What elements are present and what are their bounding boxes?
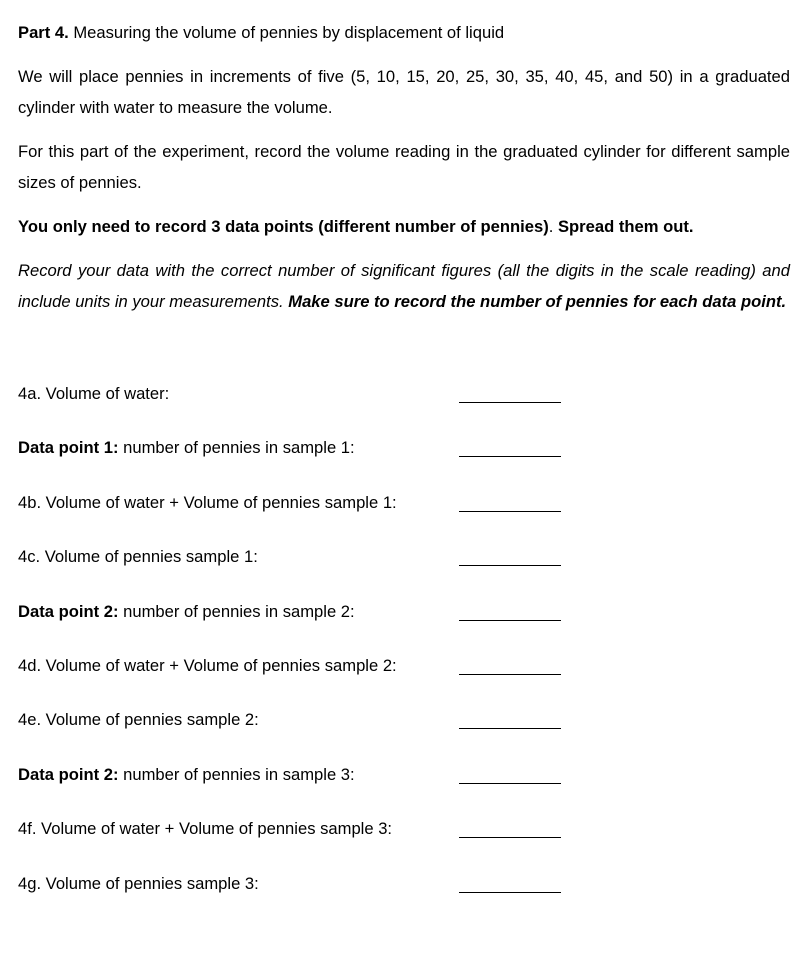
field-label: 4a. Volume of water:	[18, 384, 170, 403]
answer-blank[interactable]	[459, 821, 561, 838]
field-label	[18, 761, 355, 789]
section-heading	[18, 17, 790, 48]
answer-blank[interactable]	[459, 767, 561, 784]
answer-blank[interactable]	[459, 549, 561, 566]
field-volume-total-3	[18, 815, 563, 843]
answer-blank[interactable]	[459, 604, 561, 621]
data-point-label: number of pennies in sample 3:	[118, 765, 355, 784]
field-label: 4e. Volume of pennies sample 2:	[18, 710, 259, 729]
field-label: 4d. Volume of water + Volume of pennies sample 2:	[18, 656, 397, 675]
data-point-prefix: Data point 2:	[18, 765, 119, 784]
part-label: Part 4.	[18, 23, 69, 42]
part-title: Measuring the volume of pennies by displacement of liquid	[68, 23, 505, 42]
field-data-point-1	[18, 434, 563, 462]
field-data-point-2	[18, 598, 563, 626]
field-label: 4c. Volume of pennies sample 1:	[18, 547, 258, 566]
field-volume-total-2	[18, 652, 563, 680]
field-volume-pennies-1	[18, 543, 563, 571]
answer-blank[interactable]	[459, 658, 561, 675]
field-volume-pennies-2	[18, 706, 563, 734]
answer-blank[interactable]	[459, 495, 561, 512]
instruction-bold-2: Spread them out.	[557, 217, 694, 236]
answer-blank[interactable]	[459, 712, 561, 729]
intro-paragraph-2: For this part of the experiment, record the volume reading in the graduated cylinder for different sample sizes of pennies.	[18, 142, 790, 192]
field-label: 4g. Volume of pennies sample 3:	[18, 874, 259, 893]
instruction-bold-1: You only need to record 3 data points (different number of pennies)	[18, 217, 549, 236]
answer-blank[interactable]	[459, 440, 561, 457]
data-point-prefix: Data point 1:	[18, 438, 119, 457]
pennies-instruction: Make sure to record the number of pennies for each data point.	[288, 292, 787, 311]
field-data-point-3	[18, 761, 563, 789]
intro-paragraph-4	[18, 255, 790, 317]
intro-paragraph-1: We will place pennies in increments of five (5, 10, 15, 20, 25, 30, 35, 40, 45, and 50) in a graduated cylinder with water to measure the volume.	[18, 67, 790, 117]
field-volume-pennies-3	[18, 870, 563, 898]
field-label: 4b. Volume of water + Volume of pennies sample 1:	[18, 493, 397, 512]
field-label: 4f. Volume of water + Volume of pennies sample 3:	[18, 819, 393, 838]
field-label	[18, 598, 355, 626]
document-body	[18, 0, 790, 317]
answer-blank[interactable]	[459, 386, 561, 403]
field-volume-water	[18, 380, 563, 408]
sig-fig-instruction: Record your data with the correct number of significant figures (all the digits in the scale reading) and include units in your measurements.	[18, 261, 790, 311]
answer-blank[interactable]	[459, 876, 561, 893]
field-volume-total-1	[18, 489, 563, 517]
instruction-normal: .	[548, 217, 558, 236]
data-point-label: number of pennies in sample 1:	[118, 438, 355, 457]
field-label	[18, 434, 355, 462]
data-point-prefix: Data point 2:	[18, 602, 119, 621]
data-point-label: number of pennies in sample 2:	[118, 602, 355, 621]
intro-paragraph-3	[18, 211, 790, 242]
